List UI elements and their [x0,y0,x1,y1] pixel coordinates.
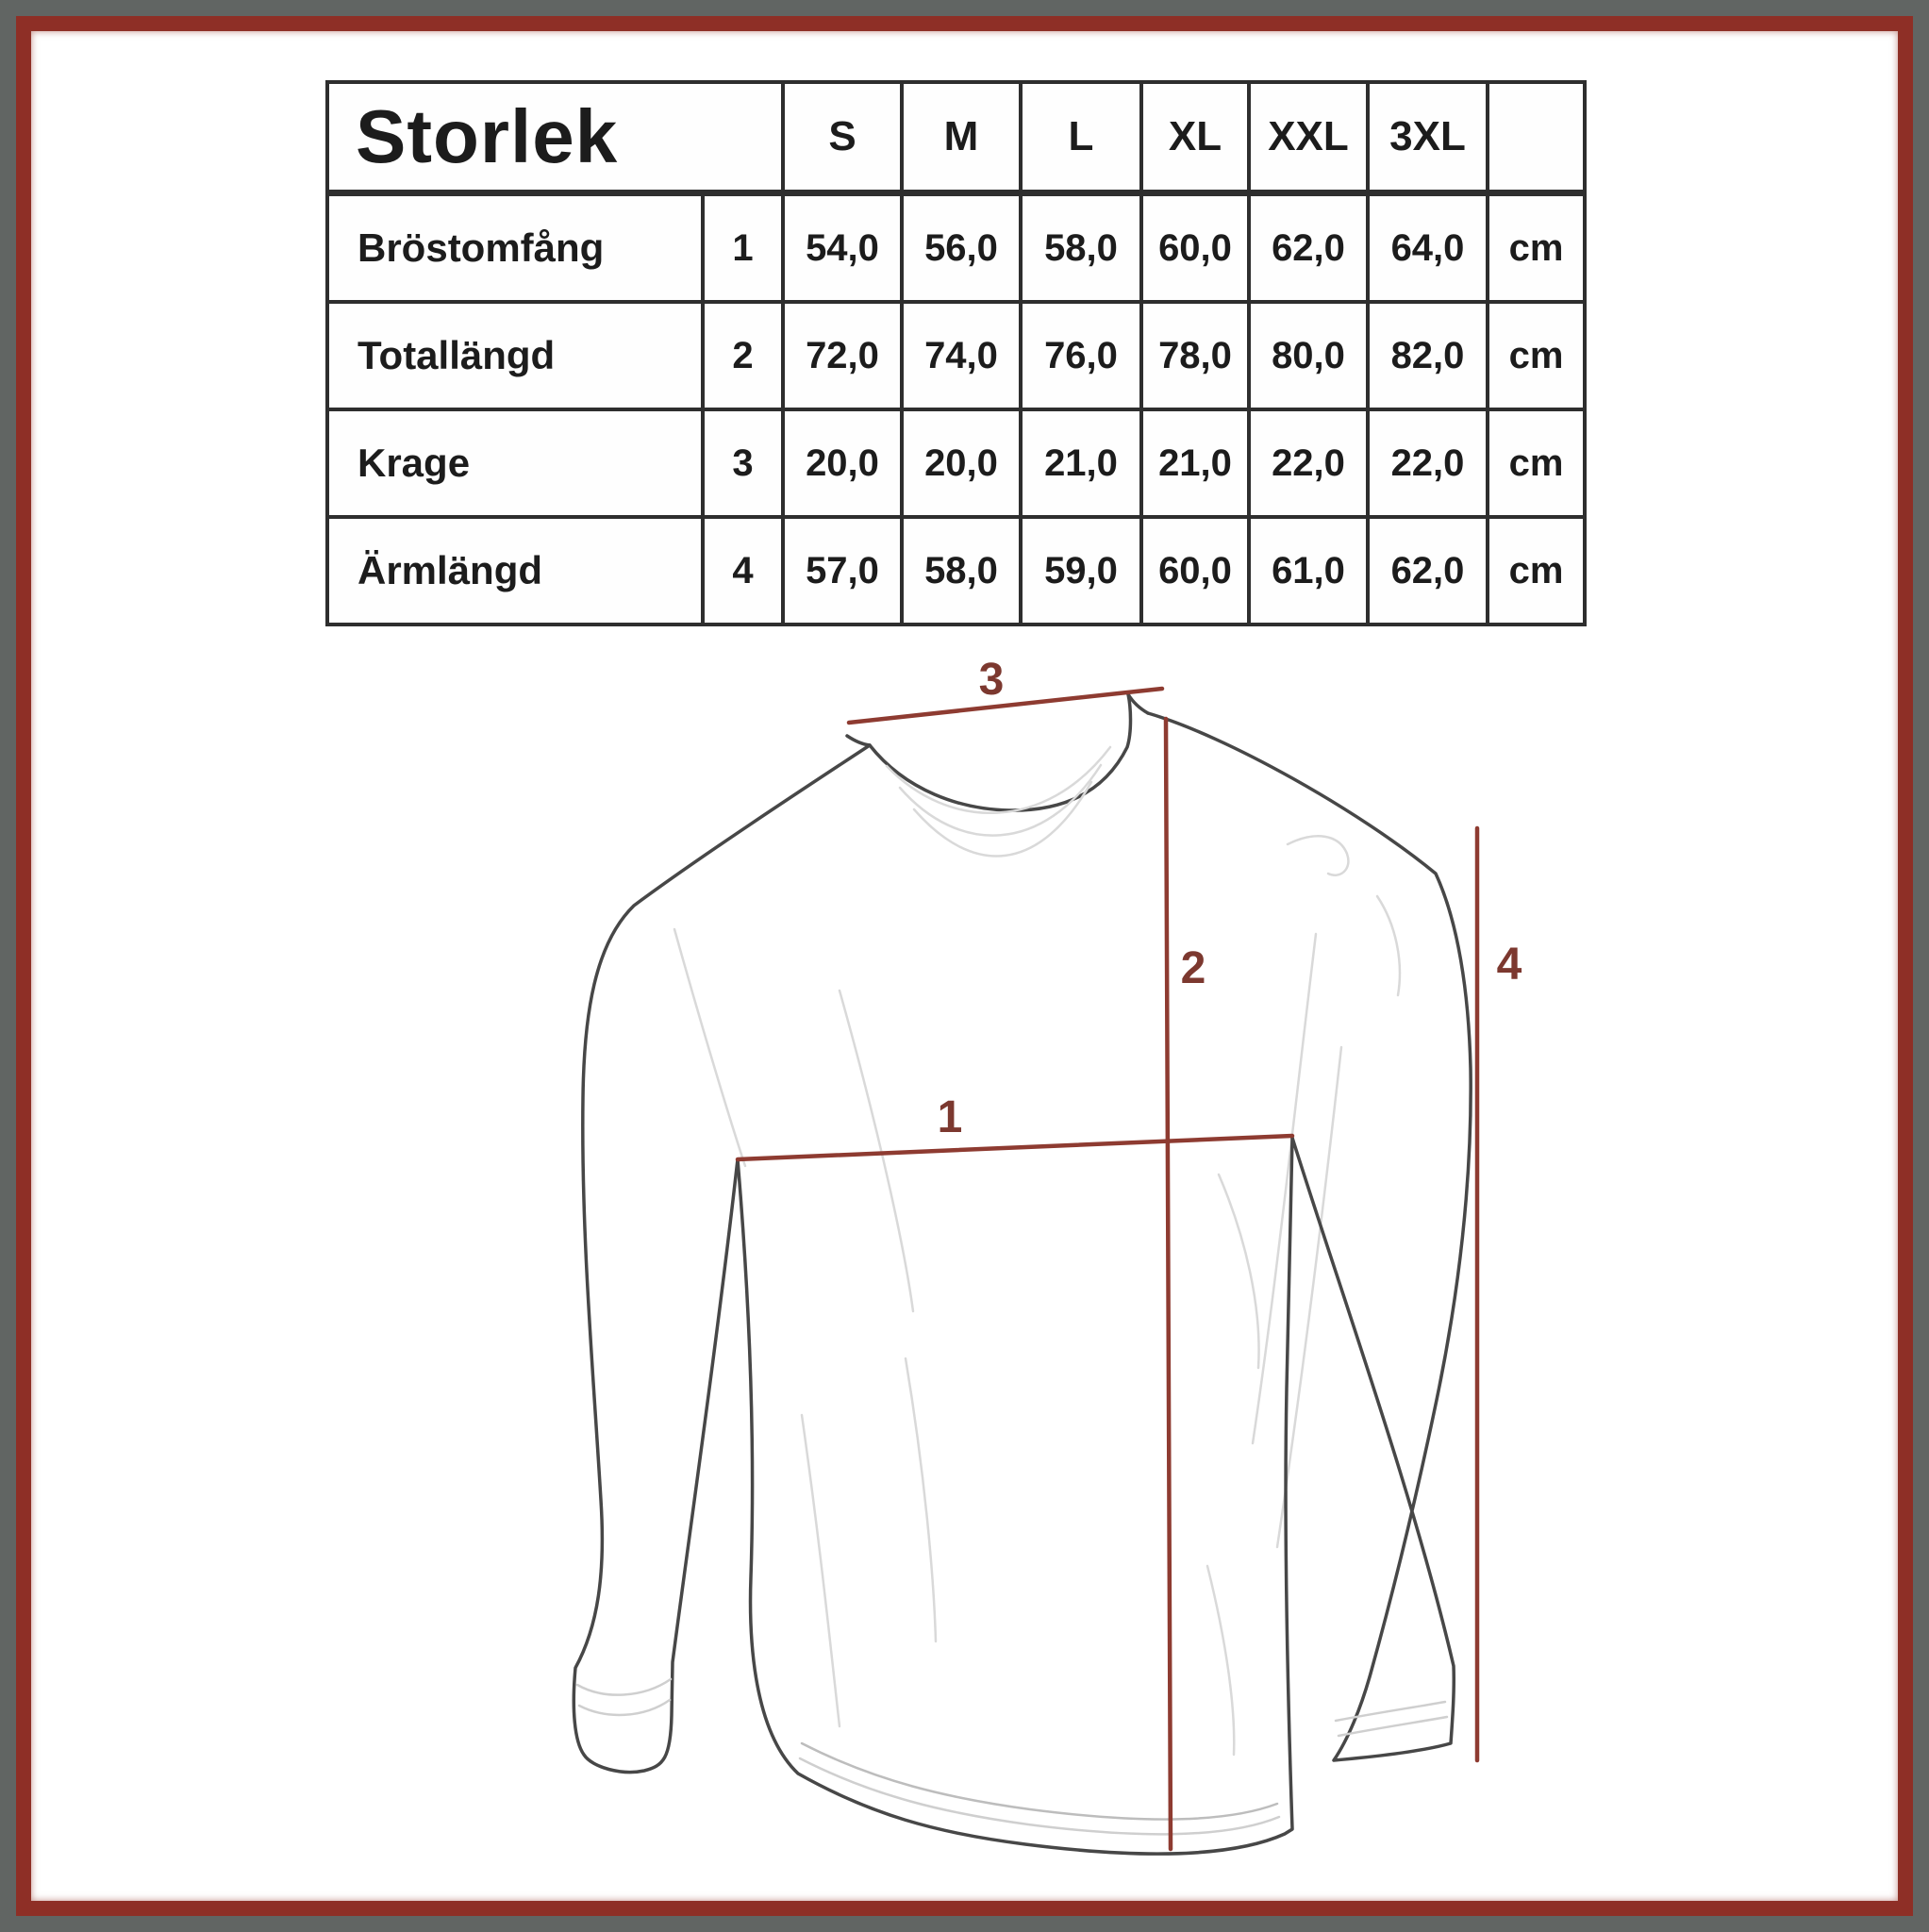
size-header-xl: XL [1141,82,1249,193]
length-measure-line [1166,719,1171,1849]
value-cell: 62,0 [1249,193,1368,303]
row-number: 3 [703,409,783,517]
table-row-sleeve [327,517,1585,625]
row-number: 4 [703,517,783,625]
measurement-labels [938,655,1522,1142]
unit-cell: cm [1488,409,1585,517]
table-row-collar [327,409,1585,517]
value-cell: 74,0 [902,302,1021,409]
sleeve-measure-label: 4 [1496,940,1522,990]
row-label: Ärmlängd [327,517,703,625]
value-cell: 21,0 [1141,409,1249,517]
size-header-xxl: XXL [1249,82,1368,193]
value-cell: 56,0 [902,193,1021,303]
value-cell: 20,0 [902,409,1021,517]
value-cell: 82,0 [1368,302,1488,409]
value-cell: 80,0 [1249,302,1368,409]
row-label: Totallängd [327,302,703,409]
row-label: Bröstomfång [327,193,703,303]
chest-measure-label: 1 [937,1092,963,1142]
value-cell: 58,0 [902,517,1021,625]
shirt-left-sleeve [574,745,870,1772]
fabric-fold-lines [674,836,1400,1755]
collar-measure-line [849,689,1162,723]
unit-cell: cm [1488,517,1585,625]
shirt-measurement-diagram [396,641,1622,1906]
table-header-row [327,82,1585,193]
value-cell: 78,0 [1141,302,1249,409]
row-label: Krage [327,409,703,517]
value-cell: 21,0 [1021,409,1141,517]
size-header-s: S [783,82,902,193]
value-cell: 60,0 [1141,517,1249,625]
length-measure-label: 2 [1180,943,1206,993]
row-number: 1 [703,193,783,303]
value-cell: 60,0 [1141,193,1249,303]
hem-stitches [800,1743,1279,1834]
value-cell: 58,0 [1021,193,1141,303]
unit-cell: cm [1488,302,1585,409]
value-cell: 62,0 [1368,517,1488,625]
right-cuff-stitches [1336,1702,1447,1736]
shirt-right-sleeve [1148,713,1471,1760]
value-cell: 54,0 [783,193,902,303]
table-row-chest [327,193,1585,303]
measurement-lines [738,689,1477,1849]
size-header-m: M [902,82,1021,193]
size-header-l: L [1021,82,1141,193]
shirt-body [738,1138,1292,1854]
table-row-length [327,302,1585,409]
value-cell: 59,0 [1021,517,1141,625]
value-cell: 64,0 [1368,193,1488,303]
value-cell: 22,0 [1368,409,1488,517]
collar-measure-label: 3 [978,655,1005,705]
table-title: Storlek [327,82,783,193]
value-cell: 57,0 [783,517,902,625]
value-cell: 22,0 [1249,409,1368,517]
left-cuff-stitches [577,1679,671,1715]
row-number: 2 [703,302,783,409]
size-header-3xl: 3XL [1368,82,1488,193]
value-cell: 72,0 [783,302,902,409]
value-cell: 20,0 [783,409,902,517]
value-cell: 61,0 [1249,517,1368,625]
chest-measure-line [738,1136,1292,1159]
size-table [325,80,1587,626]
value-cell: 76,0 [1021,302,1141,409]
size-header-empty [1488,82,1585,193]
unit-cell: cm [1488,193,1585,303]
